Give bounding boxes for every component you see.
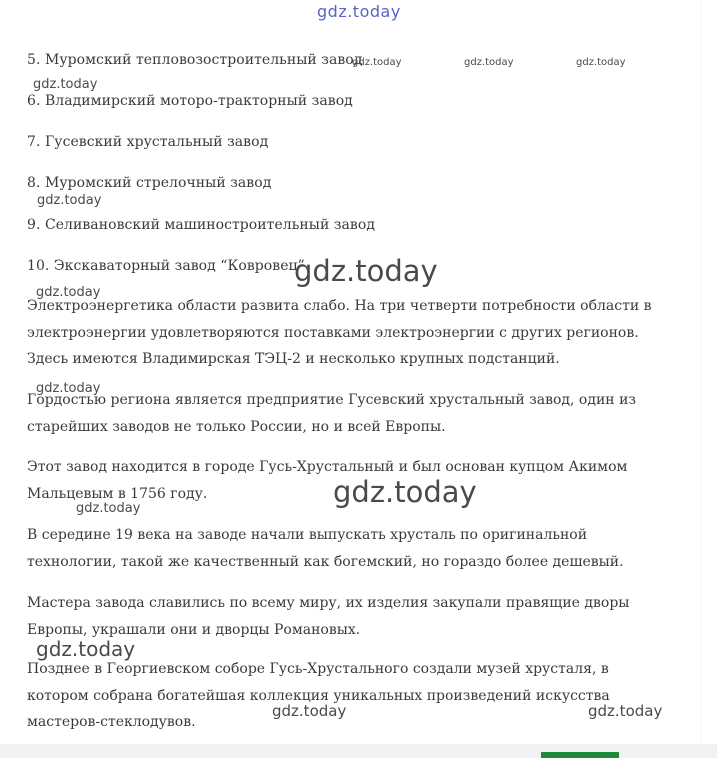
list-item: 7. Гусевский хрустальный завод — [27, 134, 269, 150]
watermark: gdz.today — [576, 57, 626, 68]
paragraph-pride: Гордостью региона является предприятие Гусевский хрустальный завод, один из старейших заводов не только России, но и всей Европы. — [27, 392, 637, 435]
watermark: gdz.today — [588, 702, 663, 720]
page-edge — [700, 0, 701, 744]
paragraph-masters: Мастера завода славились по всему миру, их изделия закупали правящие дворы Европы, украшали они и дворцы Романовых. — [27, 595, 630, 638]
watermark: gdz.today — [36, 381, 101, 396]
list-item: 10. Экскаваторный завод “Ковровец” — [27, 258, 305, 274]
bottom-action-button[interactable] — [541, 752, 619, 758]
paragraph-energy: Электроэнергетика области развита слабо. На три четверти потребности области в электроэнергии удовлетворяются поставками электроэнергии с других регионов. Здесь имеются Владимирская ТЭЦ-2 и несколько крупных подстанций. — [27, 298, 652, 367]
watermark: gdz.today — [464, 57, 514, 68]
list-item: 5. Муромский тепловозостроительный завод — [27, 52, 363, 68]
watermark: gdz.today — [36, 637, 136, 661]
list-item: 6. Владимирский моторо-тракторный завод — [27, 93, 353, 109]
list-item: 8. Муромский стрелочный завод — [27, 175, 272, 191]
watermark: gdz.today — [33, 77, 98, 92]
watermark: gdz.today — [333, 475, 477, 509]
watermark: gdz.today — [294, 254, 438, 288]
header-watermark[interactable]: gdz.today — [317, 2, 401, 21]
watermark: gdz.today — [352, 57, 402, 68]
paragraph-founding: Этот завод находится в городе Гусь-Хрустальный и был основан купцом Акимом Мальцевым в 1756 году. — [27, 459, 628, 502]
watermark: gdz.today — [37, 193, 102, 208]
watermark: gdz.today — [36, 285, 101, 300]
watermark: gdz.today — [272, 702, 347, 720]
paragraph-museum: Позднее в Георгиевском соборе Гусь-Хрустального создали музей хрусталя, в котором собрана богатейшая коллекция уникальных произведений искусства мастеров-стеклодувов. — [27, 661, 610, 730]
paragraph-technology: В середине 19 века на заводе начали выпускать хрусталь по оригинальной технологии, такой же качественный как богемский, но гораздо более дешевый. — [27, 527, 624, 570]
list-item: 9. Селивановский машиностроительный завод — [27, 217, 376, 233]
watermark: gdz.today — [76, 501, 141, 516]
